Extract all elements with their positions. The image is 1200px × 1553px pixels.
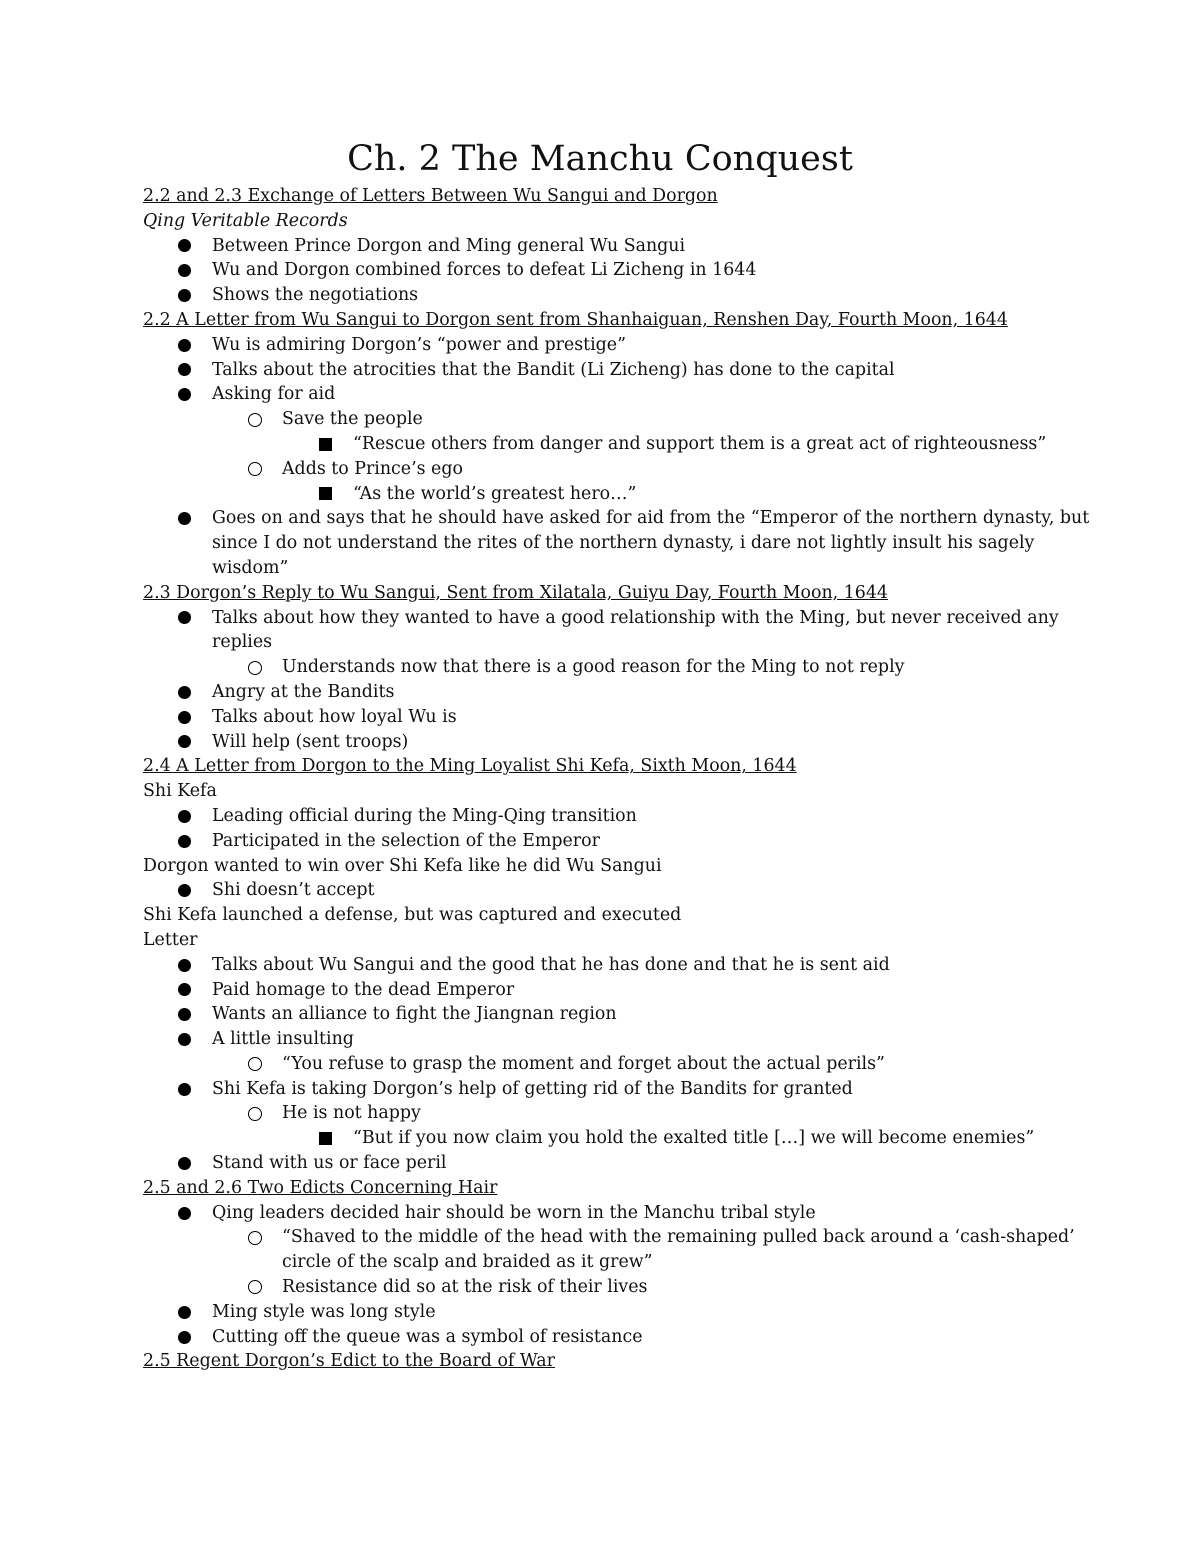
list-item [143, 1052, 1103, 1077]
bullet-disc-icon [178, 680, 191, 705]
bullet-disc-icon [178, 1077, 191, 1102]
bullet-disc-icon [178, 978, 191, 1003]
line-text: Will help (sent troops) [212, 731, 409, 752]
list-item [143, 1002, 1103, 1027]
line-text: Qing Veritable Records [143, 210, 348, 231]
bullet-disc-icon [178, 333, 191, 358]
bullet-square-icon [319, 432, 332, 457]
section-heading [143, 581, 1103, 606]
bullet-circle-icon [248, 655, 262, 680]
line-text: Stand with us or face peril [212, 1153, 447, 1174]
bullet-disc-icon [178, 606, 191, 631]
line-text: Adds to Prince’s ego [282, 458, 463, 479]
list-item [143, 506, 1103, 580]
line-text: Qing leaders decided hair should be worn in the Manchu tribal style [212, 1202, 816, 1223]
line-text: “Rescue others from danger and support them is a great act of righteousness” [353, 433, 1047, 454]
list-item [143, 482, 1103, 507]
bullet-circle-icon [248, 407, 262, 432]
line-text: 2.5 and 2.6 Two Edicts Concerning Hair [143, 1177, 498, 1198]
line-text: Leading official during the Ming-Qing transition [212, 805, 637, 826]
list-item [143, 234, 1103, 259]
line-text: “You refuse to grasp the moment and forget about the actual perils” [282, 1053, 885, 1074]
list-item [143, 358, 1103, 383]
note-line [143, 854, 1103, 879]
list-item [143, 804, 1103, 829]
line-text: Shi doesn’t accept [212, 880, 375, 901]
bullet-circle-icon [248, 1275, 262, 1300]
line-text: Asking for aid [212, 384, 336, 405]
list-item [143, 978, 1103, 1003]
list-item [143, 258, 1103, 283]
bullet-circle-icon [248, 1225, 262, 1250]
line-text: 2.4 A Letter from Dorgon to the Ming Loyalist Shi Kefa, Sixth Moon, 1644 [143, 756, 797, 777]
note-line [143, 779, 1103, 804]
bullet-disc-icon [178, 1325, 191, 1350]
line-text: Angry at the Bandits [212, 681, 395, 702]
list-item [143, 953, 1103, 978]
line-text: Cutting off the queue was a symbol of resistance [212, 1326, 643, 1347]
bullet-disc-icon [178, 1201, 191, 1226]
line-text: Letter [143, 929, 198, 950]
line-text: Participated in the selection of the Emperor [212, 830, 600, 851]
list-item [143, 655, 1103, 680]
section-heading [143, 1176, 1103, 1201]
list-item [143, 606, 1103, 656]
line-text: Shows the negotiations [212, 285, 419, 306]
list-item [143, 1101, 1103, 1126]
bullet-disc-icon [178, 705, 191, 730]
list-item [143, 1225, 1103, 1275]
list-item [143, 829, 1103, 854]
list-item [143, 878, 1103, 903]
bullet-disc-icon [178, 1002, 191, 1027]
list-item [143, 1201, 1103, 1226]
line-text: 2.3 Dorgon’s Reply to Wu Sangui, Sent from Xilatala, Guiyu Day, Fourth Moon, 1644 [143, 582, 888, 603]
section-heading [143, 1349, 1103, 1374]
bullet-disc-icon [178, 382, 191, 407]
line-text: 2.5 Regent Dorgon’s Edict to the Board of War [143, 1351, 555, 1372]
bullet-disc-icon [178, 829, 191, 854]
note-line [143, 903, 1103, 928]
line-text: Wu and Dorgon combined forces to defeat Li Zicheng in 1644 [212, 260, 757, 281]
line-text: Shi Kefa is taking Dorgon’s help of getting rid of the Bandits for granted [212, 1078, 853, 1099]
section-heading [143, 754, 1103, 779]
list-item [143, 1325, 1103, 1350]
bullet-disc-icon [178, 730, 191, 755]
section-heading [143, 308, 1103, 333]
line-text: Between Prince Dorgon and Ming general Wu Sangui [212, 235, 686, 256]
line-text: “But if you now claim you hold the exalted title […] we will become enemies” [353, 1128, 1035, 1149]
section-heading [143, 184, 1103, 209]
bullet-square-icon [319, 482, 332, 507]
bullet-disc-icon [178, 258, 191, 283]
line-text: Wants an alliance to fight the Jiangnan region [212, 1004, 617, 1025]
line-text: Talks about Wu Sangui and the good that he has done and that he is sent aid [212, 954, 890, 975]
list-item [143, 283, 1103, 308]
list-item [143, 1151, 1103, 1176]
list-item [143, 1275, 1103, 1300]
source-label [143, 209, 1103, 234]
line-text: Dorgon wanted to win over Shi Kefa like he did Wu Sangui [143, 855, 662, 876]
bullet-disc-icon [178, 358, 191, 383]
list-item [143, 457, 1103, 482]
line-text: “As the world’s greatest hero…” [353, 483, 637, 504]
line-text: “Shaved to the middle of the head with the remaining pulled back around a ‘cash-shaped’ circle of the scalp and braided as it grew” [282, 1227, 1075, 1273]
note-line [143, 928, 1103, 953]
bullet-circle-icon [248, 457, 262, 482]
line-text: Shi Kefa launched a defense, but was captured and executed [143, 905, 682, 926]
line-text: Understands now that there is a good reason for the Ming to not reply [282, 657, 905, 678]
bullet-disc-icon [178, 506, 191, 531]
line-text: Goes on and says that he should have asked for aid from the “Emperor of the northern dynasty, but since I do not understand the rites of the northern dynasty, i dare not lightly insult his sagely wisdom” [212, 508, 1090, 578]
bullet-disc-icon [178, 878, 191, 903]
bullet-circle-icon [248, 1101, 262, 1126]
bullet-disc-icon [178, 1300, 191, 1325]
line-text: 2.2 and 2.3 Exchange of Letters Between Wu Sangui and Dorgon [143, 186, 718, 206]
line-text: Talks about how they wanted to have a good relationship with the Ming, but never received any replies [212, 607, 1059, 653]
bullet-disc-icon [178, 953, 191, 978]
line-text: Talks about how loyal Wu is [212, 706, 457, 727]
line-text: Paid homage to the dead Emperor [212, 979, 515, 1000]
line-text: Talks about the atrocities that the Bandit (Li Zicheng) has done to the capital [212, 359, 895, 380]
list-item [143, 432, 1103, 457]
list-item [143, 407, 1103, 432]
line-text: Save the people [282, 409, 423, 430]
bullet-disc-icon [178, 1151, 191, 1176]
document-title: Ch. 2 The Manchu Conquest [347, 139, 853, 179]
bullet-disc-icon [178, 234, 191, 259]
bullet-disc-icon [178, 804, 191, 829]
line-text: He is not happy [282, 1103, 421, 1124]
list-item [143, 1077, 1103, 1102]
bullet-circle-icon [248, 1052, 262, 1077]
bullet-disc-icon [178, 283, 191, 308]
bullet-square-icon [319, 1126, 332, 1151]
list-item [143, 1126, 1103, 1151]
line-text: A little insulting [212, 1029, 354, 1050]
list-item [143, 680, 1103, 705]
list-item [143, 382, 1103, 407]
list-item [143, 730, 1103, 755]
document-body [143, 184, 1103, 1374]
line-text: Ming style was long style [212, 1301, 436, 1322]
line-text: Wu is admiring Dorgon’s “power and prestige” [212, 334, 626, 355]
list-item [143, 1300, 1103, 1325]
list-item [143, 705, 1103, 730]
line-text: 2.2 A Letter from Wu Sangui to Dorgon sent from Shanhaiguan, Renshen Day, Fourth Moon, 1644 [143, 309, 1008, 330]
line-text: Shi Kefa [143, 781, 217, 802]
line-text: Resistance did so at the risk of their lives [282, 1277, 648, 1298]
list-item [143, 333, 1103, 358]
bullet-disc-icon [178, 1027, 191, 1052]
list-item [143, 1027, 1103, 1052]
